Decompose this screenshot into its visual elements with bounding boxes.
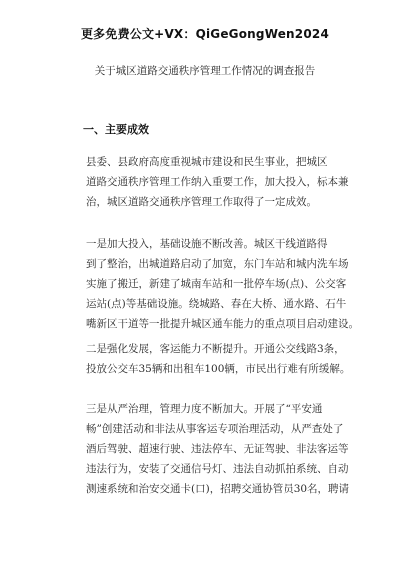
paragraph-line: 治，城区道路交通秩序管理工作取得了一定成效。 (86, 196, 317, 208)
paragraph-line: 三是从严治理，管理力度不断加大。开展了“平安通 (86, 403, 323, 415)
paragraph-line: 一是加大投入，基础设施不断改善。城区干线道路得 (86, 238, 328, 250)
paragraph-governance (86, 399, 350, 499)
paragraph-line: 二是强化发展，客运能力不断提升。开通公交线路3条， (86, 343, 345, 355)
paragraph-line: 到了整治，出城道路启动了加宽，东门车站和城内洗车场 (86, 258, 349, 270)
paragraph-line: 道路交通秩序管理工作纳入重要工作，加大投入，标本兼 (86, 176, 349, 188)
paragraph-line: 嘴新区干道等一批提升城区通车能力的重点项目启动建设。 (86, 318, 359, 330)
paragraph-line: 运站(点)等基础设施。绕城路、春在大桥、通水路、石牛 (86, 298, 347, 310)
section-heading: 一、主要成效 (83, 123, 149, 136)
promo-header: 更多免费公文+VX：QiGeGongWen2024 (80, 27, 329, 41)
paragraph-intro (86, 152, 349, 212)
paragraph-investment (86, 234, 359, 334)
document-title: 关于城区道路交通秩序管理工作情况的调查报告 (94, 65, 316, 77)
paragraph-line: 违法行为，安装了交通信号灯、违法自动抓拍系统、自动 (86, 463, 349, 475)
paragraph-line: 酒后驾驶、超速行驶、违法停车、无证驾驶、非法客运等 (86, 443, 349, 455)
paragraph-line: 测速系统和治安交通卡(口)，招聘交通协管员30名，聘请 (86, 483, 350, 495)
paragraph-line: 投放公交车35辆和出租车100辆，市民出行难有所缓解。 (86, 363, 351, 375)
paragraph-development (86, 339, 351, 379)
paragraph-line: 实施了搬迁，新建了城南车站和一批停车场(点)、公交客 (86, 278, 347, 290)
paragraph-line: 县委、县政府高度重视城市建设和民生事业，把城区 (86, 156, 328, 168)
paragraph-line: 畅”创建活动和非法从事客运专项治理活动，从严查处了 (86, 423, 344, 435)
